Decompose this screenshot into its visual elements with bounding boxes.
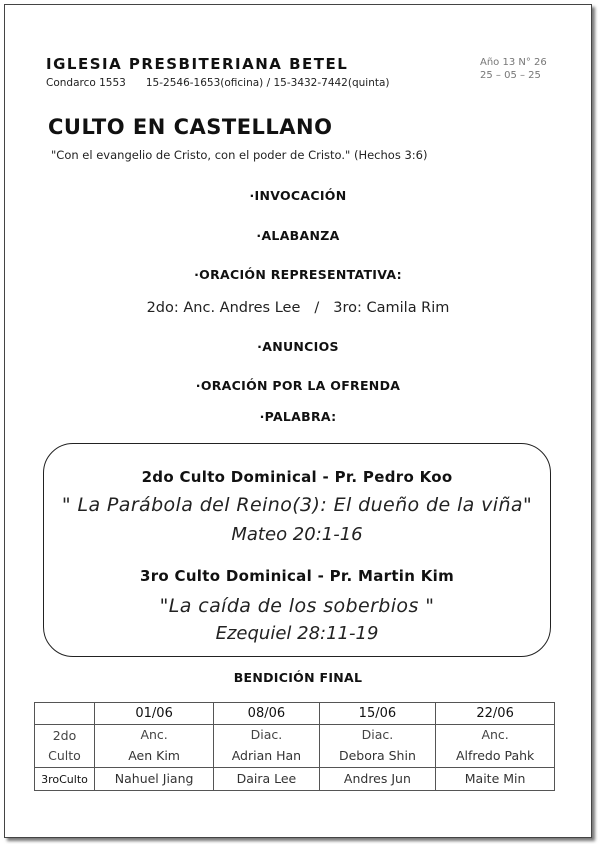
roster-row-label-2do bbox=[35, 725, 95, 768]
roster-table bbox=[34, 702, 555, 791]
church-contact: Condarco 1553 15-2546-1653(oficina) / 15-3432-7442(quinta) bbox=[46, 77, 390, 89]
order-benediction: BENDICIÓN FINAL bbox=[233, 670, 363, 685]
sermon-box bbox=[43, 443, 551, 657]
roster-cell bbox=[436, 768, 555, 791]
prayer-reader-3ro: 3ro: Camila Rim bbox=[333, 300, 450, 316]
roster-cell bbox=[319, 725, 436, 768]
cell-name: Adrian Han bbox=[231, 748, 302, 763]
roster-cell bbox=[214, 768, 319, 791]
sermon-2do-reference: Mateo 20:1-16 bbox=[231, 524, 363, 545]
roster-cell bbox=[436, 725, 555, 768]
sermon-3ro-reference: Ezequiel 28:11-19 bbox=[215, 623, 379, 644]
roster-cell bbox=[319, 768, 436, 791]
row-label-line1: 2do bbox=[52, 728, 77, 743]
order-invocation: ·INVOCACIÓN bbox=[249, 188, 347, 203]
roster-cell bbox=[95, 725, 214, 768]
issue-info bbox=[480, 56, 547, 82]
issue-number: Año 13 N° 26 bbox=[480, 57, 547, 68]
cell-role: Anc. bbox=[140, 727, 168, 742]
order-praise: ·ALABANZA bbox=[256, 228, 340, 243]
sermon-3ro-title: "La caída de los soberbios " bbox=[159, 595, 435, 617]
order-offering-prayer: ·ORACIÓN POR LA OFRENDA bbox=[195, 378, 401, 393]
cell-name: Alfredo Pahk bbox=[455, 748, 535, 763]
roster-date: 15/06 bbox=[319, 703, 436, 725]
church-name: IGLESIA PRESBITERIANA BETEL bbox=[46, 55, 349, 73]
roster-date: 08/06 bbox=[214, 703, 319, 725]
roster-date: 22/06 bbox=[436, 703, 555, 725]
roster-header-row bbox=[35, 703, 555, 725]
cell-name: Maite Min bbox=[464, 771, 526, 786]
cell-role: Anc. bbox=[481, 727, 509, 742]
prayer-separator: / bbox=[314, 300, 320, 316]
roster-corner-cell bbox=[35, 703, 95, 725]
cell-name: Debora Shin bbox=[338, 748, 416, 763]
order-announcements: ·ANUNCIOS bbox=[257, 339, 339, 354]
issue-date: 25 – 05 – 25 bbox=[480, 70, 541, 81]
sermon-2do-title: " La Parábola del Reino(3): El dueño de la viña" bbox=[61, 494, 533, 516]
bulletin-page bbox=[4, 4, 592, 838]
row-label-line2: Culto bbox=[48, 748, 81, 763]
roster-row-2do bbox=[35, 725, 555, 768]
roster-row-label-3ro: 3roCulto bbox=[35, 768, 95, 791]
cell-name: Nahuel Jiang bbox=[114, 771, 194, 786]
prayer-reader-2do: 2do: Anc. Andres Lee bbox=[146, 300, 301, 316]
cell-name: Daira Lee bbox=[236, 771, 297, 786]
sermon-3ro-heading: 3ro Culto Dominical - Pr. Martin Kim bbox=[139, 567, 455, 585]
service-title: CULTO EN CASTELLANO bbox=[48, 115, 333, 139]
cell-role: Diac. bbox=[250, 727, 283, 742]
roster-row-3ro bbox=[35, 768, 555, 791]
order-prayer: ·ORACIÓN REPRESENTATIVA: bbox=[194, 267, 402, 282]
sermon-2do-heading: 2do Culto Dominical - Pr. Pedro Koo bbox=[141, 468, 453, 486]
roster-date: 01/06 bbox=[95, 703, 214, 725]
cell-name: Andres Jun bbox=[343, 771, 411, 786]
service-verse: "Con el evangelio de Cristo, con el poder de Cristo." (Hechos 3:6) bbox=[51, 148, 428, 162]
cell-role: Diac. bbox=[361, 727, 394, 742]
roster-cell bbox=[214, 725, 319, 768]
roster-cell bbox=[95, 768, 214, 791]
order-word: ·PALABRA: bbox=[259, 409, 337, 424]
cell-name: Aen Kim bbox=[128, 748, 180, 763]
prayer-readers bbox=[5, 300, 591, 316]
